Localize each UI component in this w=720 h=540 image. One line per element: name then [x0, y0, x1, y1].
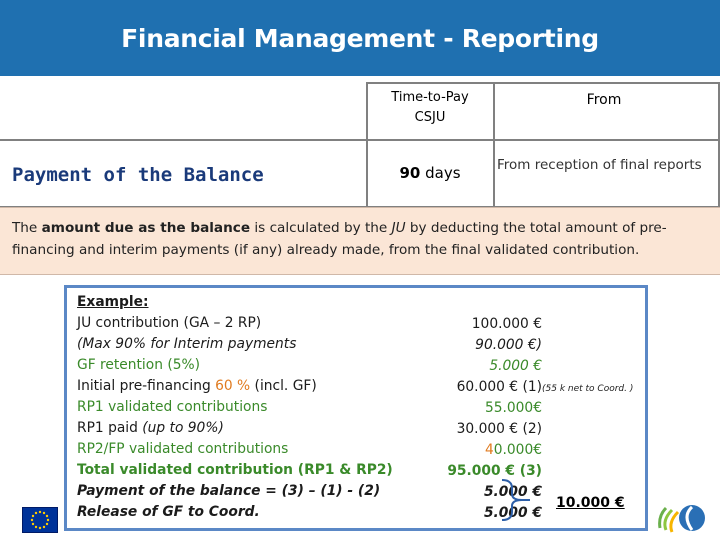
example-label-0: JU contribution (GA – 2 RP): [77, 315, 262, 331]
row-label-payment-balance: Payment of the Balance: [12, 164, 264, 186]
partner-logo-icon: [652, 498, 712, 536]
example-label-3a: Initial pre-financing: [77, 378, 216, 394]
days-number: 90: [399, 164, 421, 182]
desc-part1: The: [12, 220, 42, 236]
slide-title: Financial Management - Reporting: [121, 23, 599, 53]
days-unit: days: [425, 164, 461, 182]
example-label-1: (Max 90% for Interim payments: [77, 336, 297, 352]
header-csju-line2: CSJU: [414, 110, 446, 125]
example-label-8: Payment of the balance = (3) – (1) - (2): [77, 483, 381, 499]
example-side-note: (55 k net to Coord. ): [542, 384, 634, 394]
example-label-4: RP1 validated contributions: [77, 399, 268, 415]
example-value-2: 5.000 €: [489, 358, 542, 374]
example-heading: Example:: [77, 294, 149, 310]
eu-flag-icon: [22, 507, 58, 533]
example-value-6a: 4: [484, 442, 494, 458]
example-value-6b: 0.000€: [493, 442, 542, 458]
example-labels: [77, 292, 407, 523]
example-label-3b: (incl. GF): [250, 378, 317, 394]
example-label-7: Total validated contribution (RP1 & RP2): [77, 462, 393, 478]
example-label-6: RP2/FP validated contributions: [77, 441, 289, 457]
example-label-5: [77, 418, 407, 439]
days-cell: [366, 164, 494, 182]
desc-part3: by deducting the total amount of pre-financing and interim payments (if any) already made, from the final validated contribution.: [12, 220, 667, 258]
example-value-0: 100.000 €: [471, 316, 542, 332]
example-label-9: Release of GF to Coord.: [77, 504, 260, 520]
header-csju-line1: Time-to-Pay: [391, 90, 469, 105]
header-time-to-pay: [366, 88, 494, 128]
example-value-7: 95.000 € (3): [447, 463, 542, 479]
from-reception-text: From reception of final reports: [497, 157, 702, 173]
example-label-3pct: 60 %: [215, 378, 251, 394]
table-top-line: [366, 82, 720, 84]
example-total: 10.000 €: [556, 495, 625, 511]
example-label-5a: RP1 paid: [77, 420, 143, 436]
example-value-3: 60.000 € (1): [456, 379, 542, 395]
example-label-2: GF retention (5%): [77, 357, 200, 373]
desc-part2: is calculated by the: [250, 220, 392, 236]
example-value-5: 30.000 € (2): [456, 421, 542, 437]
example-value-8: 5.000 €: [483, 484, 542, 500]
title-bar: [0, 0, 720, 76]
example-value-4: 55.000€: [484, 400, 542, 416]
example-value-9: 5.000 €: [483, 505, 542, 521]
example-label-3: [77, 376, 407, 397]
example-value-6: [422, 440, 542, 461]
curly-brace-icon: [500, 478, 530, 522]
example-value-1: 90.000 €): [475, 337, 542, 353]
desc-italic: JU: [391, 220, 406, 236]
example-label-5b: (up to 90%): [142, 420, 224, 436]
balance-description: [0, 207, 720, 275]
header-from: From: [586, 92, 622, 108]
table-mid-line: [0, 139, 720, 141]
desc-bold: amount due as the balance: [41, 220, 251, 236]
